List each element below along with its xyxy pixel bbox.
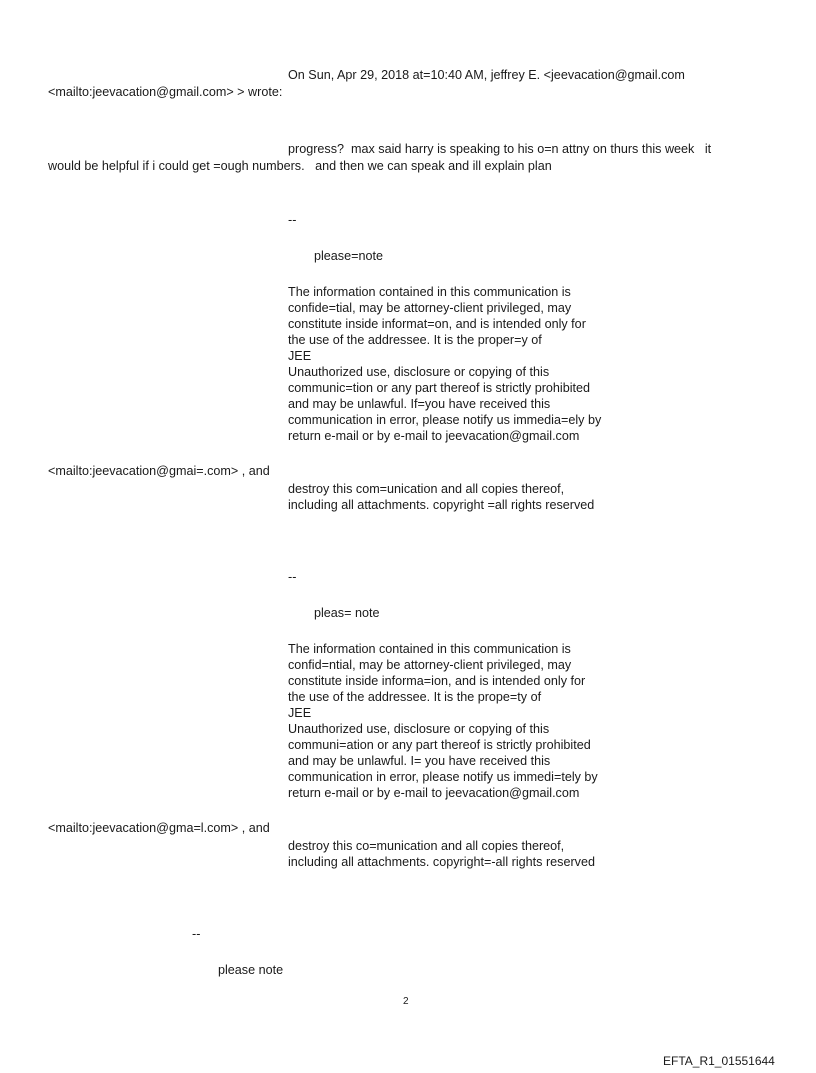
disclaimer-line: confide=tial, may be attorney-client privileged, may	[288, 301, 572, 315]
disclaimer-tail	[288, 838, 595, 870]
please-note-label: please=note	[314, 249, 383, 263]
disclaimer-line: Unauthorized use, disclosure or copying of this	[288, 722, 550, 736]
disclaimer-line: the use of the addressee. It is the proper=y of	[288, 333, 542, 347]
disclaimer-line: return e-mail or by e-mail to jeevacation@gmail.com	[288, 786, 580, 800]
disclaimer-line: communi=ation or any part thereof is strictly prohibited	[288, 738, 591, 752]
disclaimer-line: return e-mail or by e-mail to jeevacation@gmail.com	[288, 429, 580, 443]
reply-header-mailto: <mailto:jeevacation@gmail.com> > wrote:	[48, 85, 283, 99]
disclaimer-line: and may be unlawful. I= you have received this	[288, 754, 551, 768]
disclaimer-mailto: <mailto:jeevacation@gmai=.com> , and	[48, 464, 270, 478]
signature-separator: --	[288, 570, 297, 584]
disclaimer-line: JEE	[288, 706, 312, 720]
disclaimer-line: The information contained in this communication is	[288, 642, 571, 656]
please-note-label: pleas= note	[314, 606, 380, 620]
disclaimer-block	[288, 284, 601, 444]
please-note-label: please note	[218, 963, 284, 977]
disclaimer-line: communication in error, please notify us immedi=tely by	[288, 770, 598, 784]
disclaimer-line: JEE	[288, 349, 312, 363]
reply-header-line: On Sun, Apr 29, 2018 at=10:40 AM, jeffrey E. <jeevacation@gmail.com	[288, 68, 685, 82]
signature-separator: --	[288, 213, 297, 227]
disclaimer-block	[288, 641, 598, 801]
disclaimer-line: communication in error, please notify us immedia=ely by	[288, 413, 602, 427]
disclaimer-line: The information contained in this communication is	[288, 285, 571, 299]
disclaimer-line: confid=ntial, may be attorney-client privileged, may	[288, 658, 572, 672]
message-line: progress? max said harry is speaking to his o=n attny on thurs this week it	[288, 142, 712, 156]
disclaimer-line: including all attachments. copyright=-all rights reserved	[288, 855, 595, 869]
signature-separator: --	[192, 927, 201, 941]
disclaimer-line: and may be unlawful. If=you have received this	[288, 397, 551, 411]
disclaimer-tail	[288, 481, 594, 513]
document-id: EFTA_R1_01551644	[663, 1054, 775, 1068]
disclaimer-line: communic=tion or any part thereof is strictly prohibited	[288, 381, 591, 395]
disclaimer-line: destroy this com=unication and all copies thereof,	[288, 482, 565, 496]
disclaimer-line: including all attachments. copyright =all rights reserved	[288, 498, 595, 512]
message-line: would be helpful if i could get =ough numbers. and then we can speak and ill explain plan	[48, 159, 552, 173]
disclaimer-line: constitute inside informa=ion, and is intended only for	[288, 674, 586, 688]
page-number: 2	[403, 996, 409, 1007]
disclaimer-line: the use of the addressee. It is the prope=ty of	[288, 690, 542, 704]
disclaimer-line: constitute inside informat=on, and is intended only for	[288, 317, 586, 331]
disclaimer-line: Unauthorized use, disclosure or copying of this	[288, 365, 550, 379]
disclaimer-mailto: <mailto:jeevacation@gma=l.com> , and	[48, 821, 270, 835]
disclaimer-line: destroy this co=munication and all copies thereof,	[288, 839, 565, 853]
